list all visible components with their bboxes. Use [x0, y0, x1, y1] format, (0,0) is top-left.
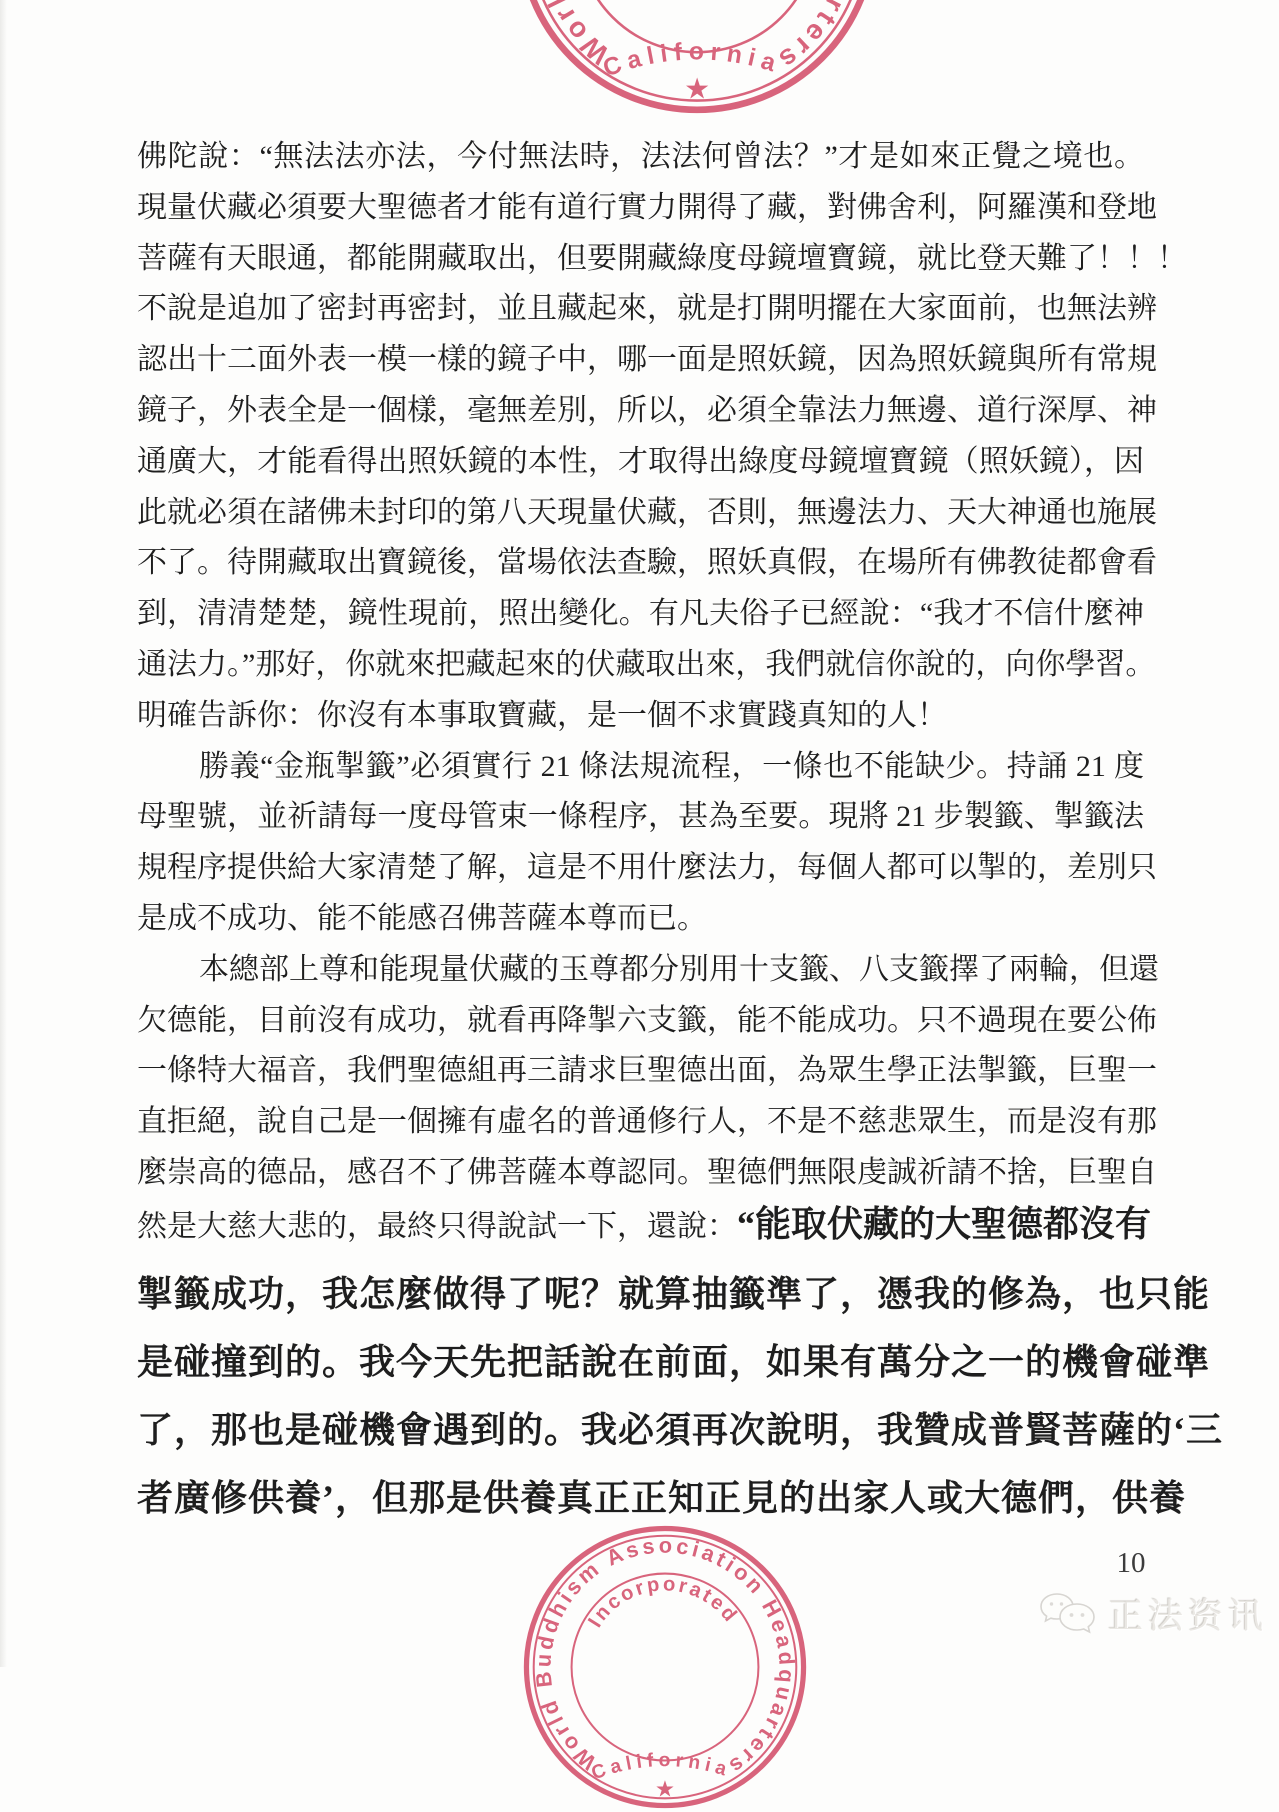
text-line: 掣籤成功，我怎麼做得了呢？就算抽籤準了，憑我的修為，也只能	[137, 1273, 1211, 1314]
text-line: 是碰撞到的。我今天先把話說在前面，如果有萬分之一的機會碰準	[137, 1341, 1211, 1382]
top-association-stamp	[512, 0, 882, 118]
text-segment: 然是大慈大悲的，最終只得說試一下，還說：	[137, 1209, 737, 1243]
text-line: 不了。待開藏取出寶鏡後，當場依法查驗，照妖真假，在場所有佛教徒都會看	[137, 546, 1157, 580]
text-line: 了，那也是碰機會遇到的。我必須再次說明，我贊成普賢菩薩的‘三	[137, 1409, 1223, 1450]
text-line: 勝義“金瓶掣籤”必須實行 21 條法規流程，一條也不能缺少。持誦 21 度	[199, 749, 1144, 783]
watermark-text: 正法资讯	[1108, 1597, 1269, 1636]
text-line: 佛陀說：“無法法亦法，今付無法時，法法何曾法？”才是如來正覺之境也。	[137, 140, 1144, 173]
text-line: 通法力。”那好，你就來把藏起來的伏藏取出來，我們就信你說的，向你學習。	[137, 647, 1156, 681]
scan-edge-shadow	[0, 0, 7, 1667]
text-line: 麼崇高的德品，感召不了佛菩薩本尊認同。聖德們無限虔誠祈請不捨，巨聖自	[137, 1155, 1157, 1189]
text-line: 菩薩有天眼通，都能開藏取出，但要開藏綠度母鏡壇寶鏡，就比登天難了！！！	[137, 241, 1187, 275]
text-line: 者廣修供養’，但那是供養真正正知正見的出家人或大德們，供養	[137, 1477, 1186, 1518]
text-line	[137, 1199, 1152, 1250]
watermark	[1036, 1589, 1268, 1639]
text-line: 認出十二面外表一模一樣的鏡子中，哪一面是照妖鏡，因為照妖鏡與所有常規	[137, 343, 1157, 377]
text-line: 此就必須在諸佛未封印的第八天現量伏藏，否則，無邊法力、天大神通也施展	[137, 495, 1157, 529]
text-line: 本總部上尊和能現量伏藏的玉尊都分別用十支籤、八支籤擇了兩輪，但還	[199, 952, 1159, 986]
text-line: 是成不成功、能不能感召佛菩薩本尊而已。	[137, 901, 707, 935]
text-line: 直拒絕，說自己是一個擁有虛名的普通修行人，不是不慈悲眾生，而是沒有那	[137, 1105, 1157, 1139]
text-line: 通廣大，才能看得出照妖鏡的本性，才取得出綠度母鏡壇寶鏡（照妖鏡），因	[137, 444, 1144, 478]
text-line: 不說是追加了密封再密封，並且藏起來，就是打開明擺在大家面前，也無法辨	[137, 292, 1157, 326]
text-line: 鏡子，外表全是一個樣，毫無差別，所以，必須全靠法力無邊、道行深厚、神	[137, 393, 1157, 427]
document-text-block	[137, 132, 1223, 1532]
text-line: 明確告訴你：你沒有本事取寶藏，是一個不求實踐真知的人！	[137, 698, 947, 732]
bottom-association-stamp	[520, 1522, 810, 1812]
text-line: 到，清清楚楚，鏡性現前，照出變化。有凡夫俗子已經說：“我才不信什麼神	[137, 597, 1144, 631]
text-line: 規程序提供給大家清楚了解，這是不用什麼法力，每個人都可以掣的，差別只	[137, 851, 1157, 885]
text-line: 母聖號，並祈請每一度母管束一條程序，甚為至要。現將 21 步製籤、掣籤法	[137, 800, 1144, 834]
chat-bubbles-icon	[1036, 1591, 1100, 1637]
text-line: 一條特大福音，我們聖德組再三請求巨聖德出面，為眾生學正法掣籤，巨聖一	[137, 1054, 1157, 1088]
text-line: 欠德能，目前沒有成功，就看再降掣六支籤，能不能成功。只不過現在要公佈	[137, 1003, 1157, 1037]
quote-bold-segment: “能取伏藏的大聖德都沒有	[737, 1203, 1152, 1244]
text-line: 現量伏藏必須要大聖德者才能有道行實力開得了藏，對佛舍利，阿羅漢和登地	[137, 190, 1157, 224]
page-number: 10	[1116, 1547, 1146, 1579]
